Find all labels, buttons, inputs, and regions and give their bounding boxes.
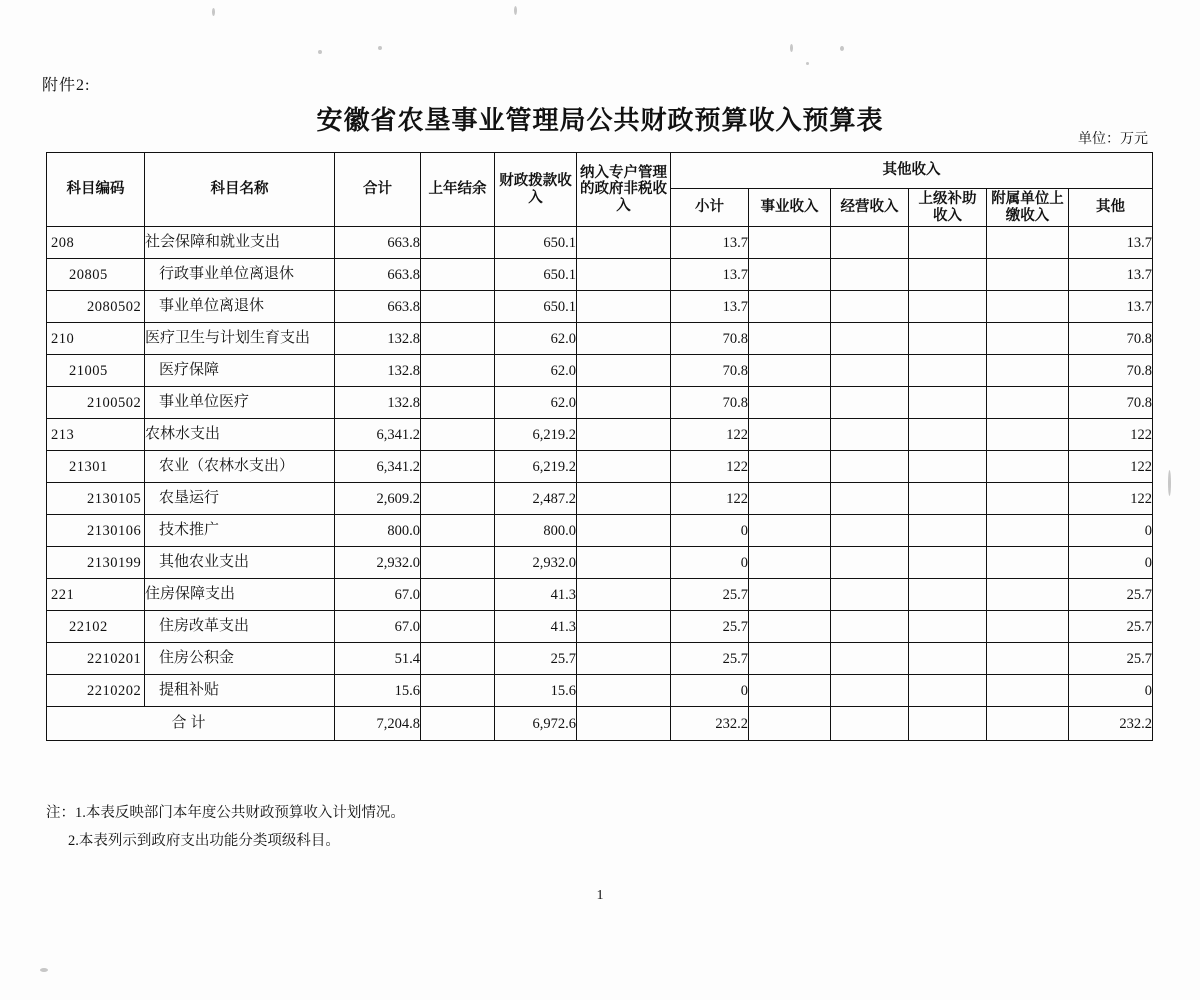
cell-superior-subsidy [909, 419, 987, 451]
table-header-group-row [47, 153, 1153, 189]
cell-business-income [749, 355, 831, 387]
cell-total: 67.0 [335, 611, 421, 643]
cell-total: 663.8 [335, 227, 421, 259]
cell-prev-balance [421, 259, 495, 291]
cell-total-total: 7,204.8 [335, 707, 421, 741]
cell-non-tax [577, 451, 671, 483]
cell-fiscal-appropriation: 2,487.2 [495, 483, 577, 515]
header-name: 科目名称 [145, 153, 335, 227]
cell-affiliate-remittance [987, 227, 1069, 259]
cell-other: 0 [1069, 515, 1153, 547]
cell-affiliate-remittance [987, 451, 1069, 483]
cell-total-affiliate-remittance [987, 707, 1069, 741]
cell-business-income [749, 291, 831, 323]
page-title: 安徽省农垦事业管理局公共财政预算收入预算表 [316, 106, 884, 135]
table-row [47, 323, 1153, 355]
cell-affiliate-remittance [987, 387, 1069, 419]
cell-other: 13.7 [1069, 291, 1153, 323]
table-row [47, 451, 1153, 483]
cell-non-tax [577, 643, 671, 675]
cell-operating-income [831, 611, 909, 643]
cell-fiscal-appropriation: 15.6 [495, 675, 577, 707]
table-row [47, 643, 1153, 675]
cell-fiscal-appropriation: 62.0 [495, 387, 577, 419]
cell-total-fiscal-appropriation: 6,972.6 [495, 707, 577, 741]
cell-name: 提租补贴 [145, 675, 335, 707]
cell-superior-subsidy [909, 451, 987, 483]
cell-affiliate-remittance [987, 579, 1069, 611]
cell-name: 医疗保障 [145, 355, 335, 387]
cell-prev-balance [421, 323, 495, 355]
cell-business-income [749, 675, 831, 707]
cell-other-subtotal: 122 [671, 483, 749, 515]
cell-non-tax [577, 355, 671, 387]
cell-prev-balance [421, 675, 495, 707]
cell-business-income [749, 515, 831, 547]
cell-operating-income [831, 579, 909, 611]
cell-business-income [749, 387, 831, 419]
cell-affiliate-remittance [987, 259, 1069, 291]
cell-prev-balance [421, 387, 495, 419]
cell-other: 25.7 [1069, 643, 1153, 675]
header-operating-income: 经营收入 [831, 189, 909, 227]
header-other: 其他 [1069, 189, 1153, 227]
cell-superior-subsidy [909, 227, 987, 259]
cell-operating-income [831, 483, 909, 515]
header-other-income-group: 其他收入 [671, 153, 1153, 189]
cell-other-subtotal: 13.7 [671, 291, 749, 323]
cell-operating-income [831, 515, 909, 547]
scan-speck [1168, 470, 1171, 496]
cell-other-subtotal: 13.7 [671, 227, 749, 259]
cell-name: 社会保障和就业支出 [145, 227, 335, 259]
cell-total-operating-income [831, 707, 909, 741]
cell-other-subtotal: 122 [671, 419, 749, 451]
cell-operating-income [831, 387, 909, 419]
cell-other: 122 [1069, 419, 1153, 451]
cell-superior-subsidy [909, 355, 987, 387]
cell-code: 221 [47, 579, 145, 611]
cell-business-income [749, 451, 831, 483]
cell-fiscal-appropriation: 41.3 [495, 611, 577, 643]
cell-prev-balance [421, 227, 495, 259]
cell-non-tax [577, 259, 671, 291]
cell-prev-balance [421, 515, 495, 547]
cell-business-income [749, 419, 831, 451]
cell-total-prev-balance [421, 707, 495, 741]
header-fiscal-appropriation: 财政拨款收入 [495, 153, 577, 227]
cell-code: 2130106 [47, 515, 145, 547]
scan-speck [806, 62, 809, 65]
cell-total-label: 合计 [47, 707, 335, 741]
cell-operating-income [831, 547, 909, 579]
cell-prev-balance [421, 419, 495, 451]
cell-other-subtotal: 70.8 [671, 355, 749, 387]
cell-operating-income [831, 291, 909, 323]
cell-other: 25.7 [1069, 579, 1153, 611]
cell-name: 住房保障支出 [145, 579, 335, 611]
cell-superior-subsidy [909, 515, 987, 547]
cell-affiliate-remittance [987, 611, 1069, 643]
cell-total: 6,341.2 [335, 451, 421, 483]
cell-other-subtotal: 122 [671, 451, 749, 483]
cell-total-superior-subsidy [909, 707, 987, 741]
cell-superior-subsidy [909, 259, 987, 291]
scan-speck [514, 6, 517, 15]
note-line-2: 2.本表列示到政府支出功能分类项级科目。 [68, 832, 340, 849]
cell-affiliate-remittance [987, 483, 1069, 515]
scan-speck [790, 44, 793, 52]
cell-total-other-subtotal: 232.2 [671, 707, 749, 741]
cell-prev-balance [421, 355, 495, 387]
page-number: 1 [596, 888, 604, 903]
cell-code: 22102 [47, 611, 145, 643]
cell-operating-income [831, 419, 909, 451]
cell-other-subtotal: 0 [671, 547, 749, 579]
table-row [47, 227, 1153, 259]
cell-total-other: 232.2 [1069, 707, 1153, 741]
table-notes [46, 800, 405, 855]
cell-non-tax [577, 323, 671, 355]
cell-non-tax [577, 419, 671, 451]
cell-total: 2,609.2 [335, 483, 421, 515]
cell-other-subtotal: 0 [671, 675, 749, 707]
cell-other: 70.8 [1069, 355, 1153, 387]
cell-prev-balance [421, 291, 495, 323]
cell-business-income [749, 483, 831, 515]
note-line-1: 注：1.本表反映部门本年度公共财政预算收入计划情况。 [46, 805, 405, 821]
cell-total: 800.0 [335, 515, 421, 547]
scan-speck [378, 46, 382, 50]
cell-affiliate-remittance [987, 419, 1069, 451]
cell-code: 2210201 [47, 643, 145, 675]
cell-operating-income [831, 451, 909, 483]
table-row [47, 387, 1153, 419]
cell-non-tax [577, 675, 671, 707]
cell-fiscal-appropriation: 800.0 [495, 515, 577, 547]
cell-name: 技术推广 [145, 515, 335, 547]
cell-other: 0 [1069, 547, 1153, 579]
cell-other: 70.8 [1069, 323, 1153, 355]
cell-name: 其他农业支出 [145, 547, 335, 579]
cell-superior-subsidy [909, 483, 987, 515]
cell-operating-income [831, 355, 909, 387]
cell-non-tax [577, 579, 671, 611]
cell-fiscal-appropriation: 62.0 [495, 355, 577, 387]
cell-name: 住房改革支出 [145, 611, 335, 643]
table-total-row [47, 707, 1153, 741]
cell-fiscal-appropriation: 6,219.2 [495, 419, 577, 451]
cell-total: 132.8 [335, 323, 421, 355]
cell-non-tax [577, 547, 671, 579]
budget-table [46, 152, 1153, 741]
cell-name: 医疗卫生与计划生育支出 [145, 323, 335, 355]
cell-name: 农垦运行 [145, 483, 335, 515]
cell-fiscal-appropriation: 41.3 [495, 579, 577, 611]
cell-prev-balance [421, 579, 495, 611]
header-other-subtotal: 小计 [671, 189, 749, 227]
cell-total: 51.4 [335, 643, 421, 675]
cell-non-tax [577, 227, 671, 259]
cell-prev-balance [421, 451, 495, 483]
cell-code: 2100502 [47, 387, 145, 419]
scan-speck [318, 50, 322, 54]
cell-name: 事业单位医疗 [145, 387, 335, 419]
cell-other: 13.7 [1069, 259, 1153, 291]
table-row [47, 515, 1153, 547]
cell-total-business-income [749, 707, 831, 741]
cell-superior-subsidy [909, 643, 987, 675]
cell-non-tax [577, 611, 671, 643]
cell-fiscal-appropriation: 62.0 [495, 323, 577, 355]
header-prev-balance: 上年结余 [421, 153, 495, 227]
cell-fiscal-appropriation: 650.1 [495, 227, 577, 259]
cell-code: 2130199 [47, 547, 145, 579]
cell-total: 6,341.2 [335, 419, 421, 451]
table-row [47, 675, 1153, 707]
cell-business-income [749, 579, 831, 611]
cell-superior-subsidy [909, 675, 987, 707]
cell-name: 农业（农林水支出） [145, 451, 335, 483]
header-non-tax: 纳入专户管理的政府非税收入 [577, 153, 671, 227]
cell-total-non-tax [577, 707, 671, 741]
cell-name: 事业单位离退休 [145, 291, 335, 323]
table-row [47, 291, 1153, 323]
cell-non-tax [577, 387, 671, 419]
cell-other-subtotal: 13.7 [671, 259, 749, 291]
table-row [47, 355, 1153, 387]
cell-other-subtotal: 70.8 [671, 387, 749, 419]
cell-operating-income [831, 259, 909, 291]
cell-fiscal-appropriation: 6,219.2 [495, 451, 577, 483]
cell-superior-subsidy [909, 547, 987, 579]
cell-total: 663.8 [335, 259, 421, 291]
cell-name: 农林水支出 [145, 419, 335, 451]
table-body [47, 227, 1153, 741]
header-total: 合计 [335, 153, 421, 227]
cell-code: 213 [47, 419, 145, 451]
attachment-label: 附件2: [42, 77, 91, 94]
header-code: 科目编码 [47, 153, 145, 227]
scan-speck [840, 46, 844, 51]
cell-code: 21005 [47, 355, 145, 387]
cell-business-income [749, 259, 831, 291]
cell-prev-balance [421, 643, 495, 675]
cell-fiscal-appropriation: 25.7 [495, 643, 577, 675]
cell-affiliate-remittance [987, 675, 1069, 707]
cell-affiliate-remittance [987, 291, 1069, 323]
cell-total: 2,932.0 [335, 547, 421, 579]
scan-speck [212, 8, 215, 16]
cell-other: 25.7 [1069, 611, 1153, 643]
table-row [47, 547, 1153, 579]
table-row [47, 611, 1153, 643]
header-affiliate-remittance: 附属单位上缴收入 [987, 189, 1069, 227]
cell-fiscal-appropriation: 2,932.0 [495, 547, 577, 579]
cell-non-tax [577, 291, 671, 323]
cell-other-subtotal: 70.8 [671, 323, 749, 355]
cell-superior-subsidy [909, 323, 987, 355]
cell-non-tax [577, 515, 671, 547]
cell-business-income [749, 547, 831, 579]
cell-total: 67.0 [335, 579, 421, 611]
unit-label: 单位：万元 [1078, 132, 1148, 147]
cell-other: 0 [1069, 675, 1153, 707]
cell-superior-subsidy [909, 579, 987, 611]
cell-fiscal-appropriation: 650.1 [495, 291, 577, 323]
cell-code: 210 [47, 323, 145, 355]
cell-affiliate-remittance [987, 515, 1069, 547]
cell-code: 21301 [47, 451, 145, 483]
cell-non-tax [577, 483, 671, 515]
cell-code: 2080502 [47, 291, 145, 323]
cell-prev-balance [421, 547, 495, 579]
scan-speck [40, 968, 48, 972]
cell-operating-income [831, 227, 909, 259]
cell-name: 住房公积金 [145, 643, 335, 675]
cell-business-income [749, 323, 831, 355]
header-business-income: 事业收入 [749, 189, 831, 227]
cell-other-subtotal: 25.7 [671, 611, 749, 643]
table-row [47, 483, 1153, 515]
cell-code: 2130105 [47, 483, 145, 515]
cell-superior-subsidy [909, 611, 987, 643]
cell-total: 663.8 [335, 291, 421, 323]
cell-affiliate-remittance [987, 355, 1069, 387]
cell-operating-income [831, 323, 909, 355]
cell-code: 2210202 [47, 675, 145, 707]
table-row [47, 419, 1153, 451]
header-superior-subsidy: 上级补助收入 [909, 189, 987, 227]
table-row [47, 259, 1153, 291]
cell-code: 208 [47, 227, 145, 259]
cell-superior-subsidy [909, 291, 987, 323]
cell-code: 20805 [47, 259, 145, 291]
cell-affiliate-remittance [987, 643, 1069, 675]
cell-other-subtotal: 25.7 [671, 579, 749, 611]
cell-operating-income [831, 643, 909, 675]
cell-business-income [749, 611, 831, 643]
cell-name: 行政事业单位离退休 [145, 259, 335, 291]
cell-affiliate-remittance [987, 323, 1069, 355]
cell-prev-balance [421, 611, 495, 643]
cell-prev-balance [421, 483, 495, 515]
cell-other-subtotal: 25.7 [671, 643, 749, 675]
cell-total: 15.6 [335, 675, 421, 707]
cell-total: 132.8 [335, 355, 421, 387]
cell-affiliate-remittance [987, 547, 1069, 579]
cell-business-income [749, 227, 831, 259]
cell-fiscal-appropriation: 650.1 [495, 259, 577, 291]
cell-other-subtotal: 0 [671, 515, 749, 547]
cell-other: 122 [1069, 451, 1153, 483]
cell-other: 122 [1069, 483, 1153, 515]
cell-superior-subsidy [909, 387, 987, 419]
cell-business-income [749, 643, 831, 675]
cell-other: 70.8 [1069, 387, 1153, 419]
cell-total: 132.8 [335, 387, 421, 419]
table-row [47, 579, 1153, 611]
cell-operating-income [831, 675, 909, 707]
cell-other: 13.7 [1069, 227, 1153, 259]
